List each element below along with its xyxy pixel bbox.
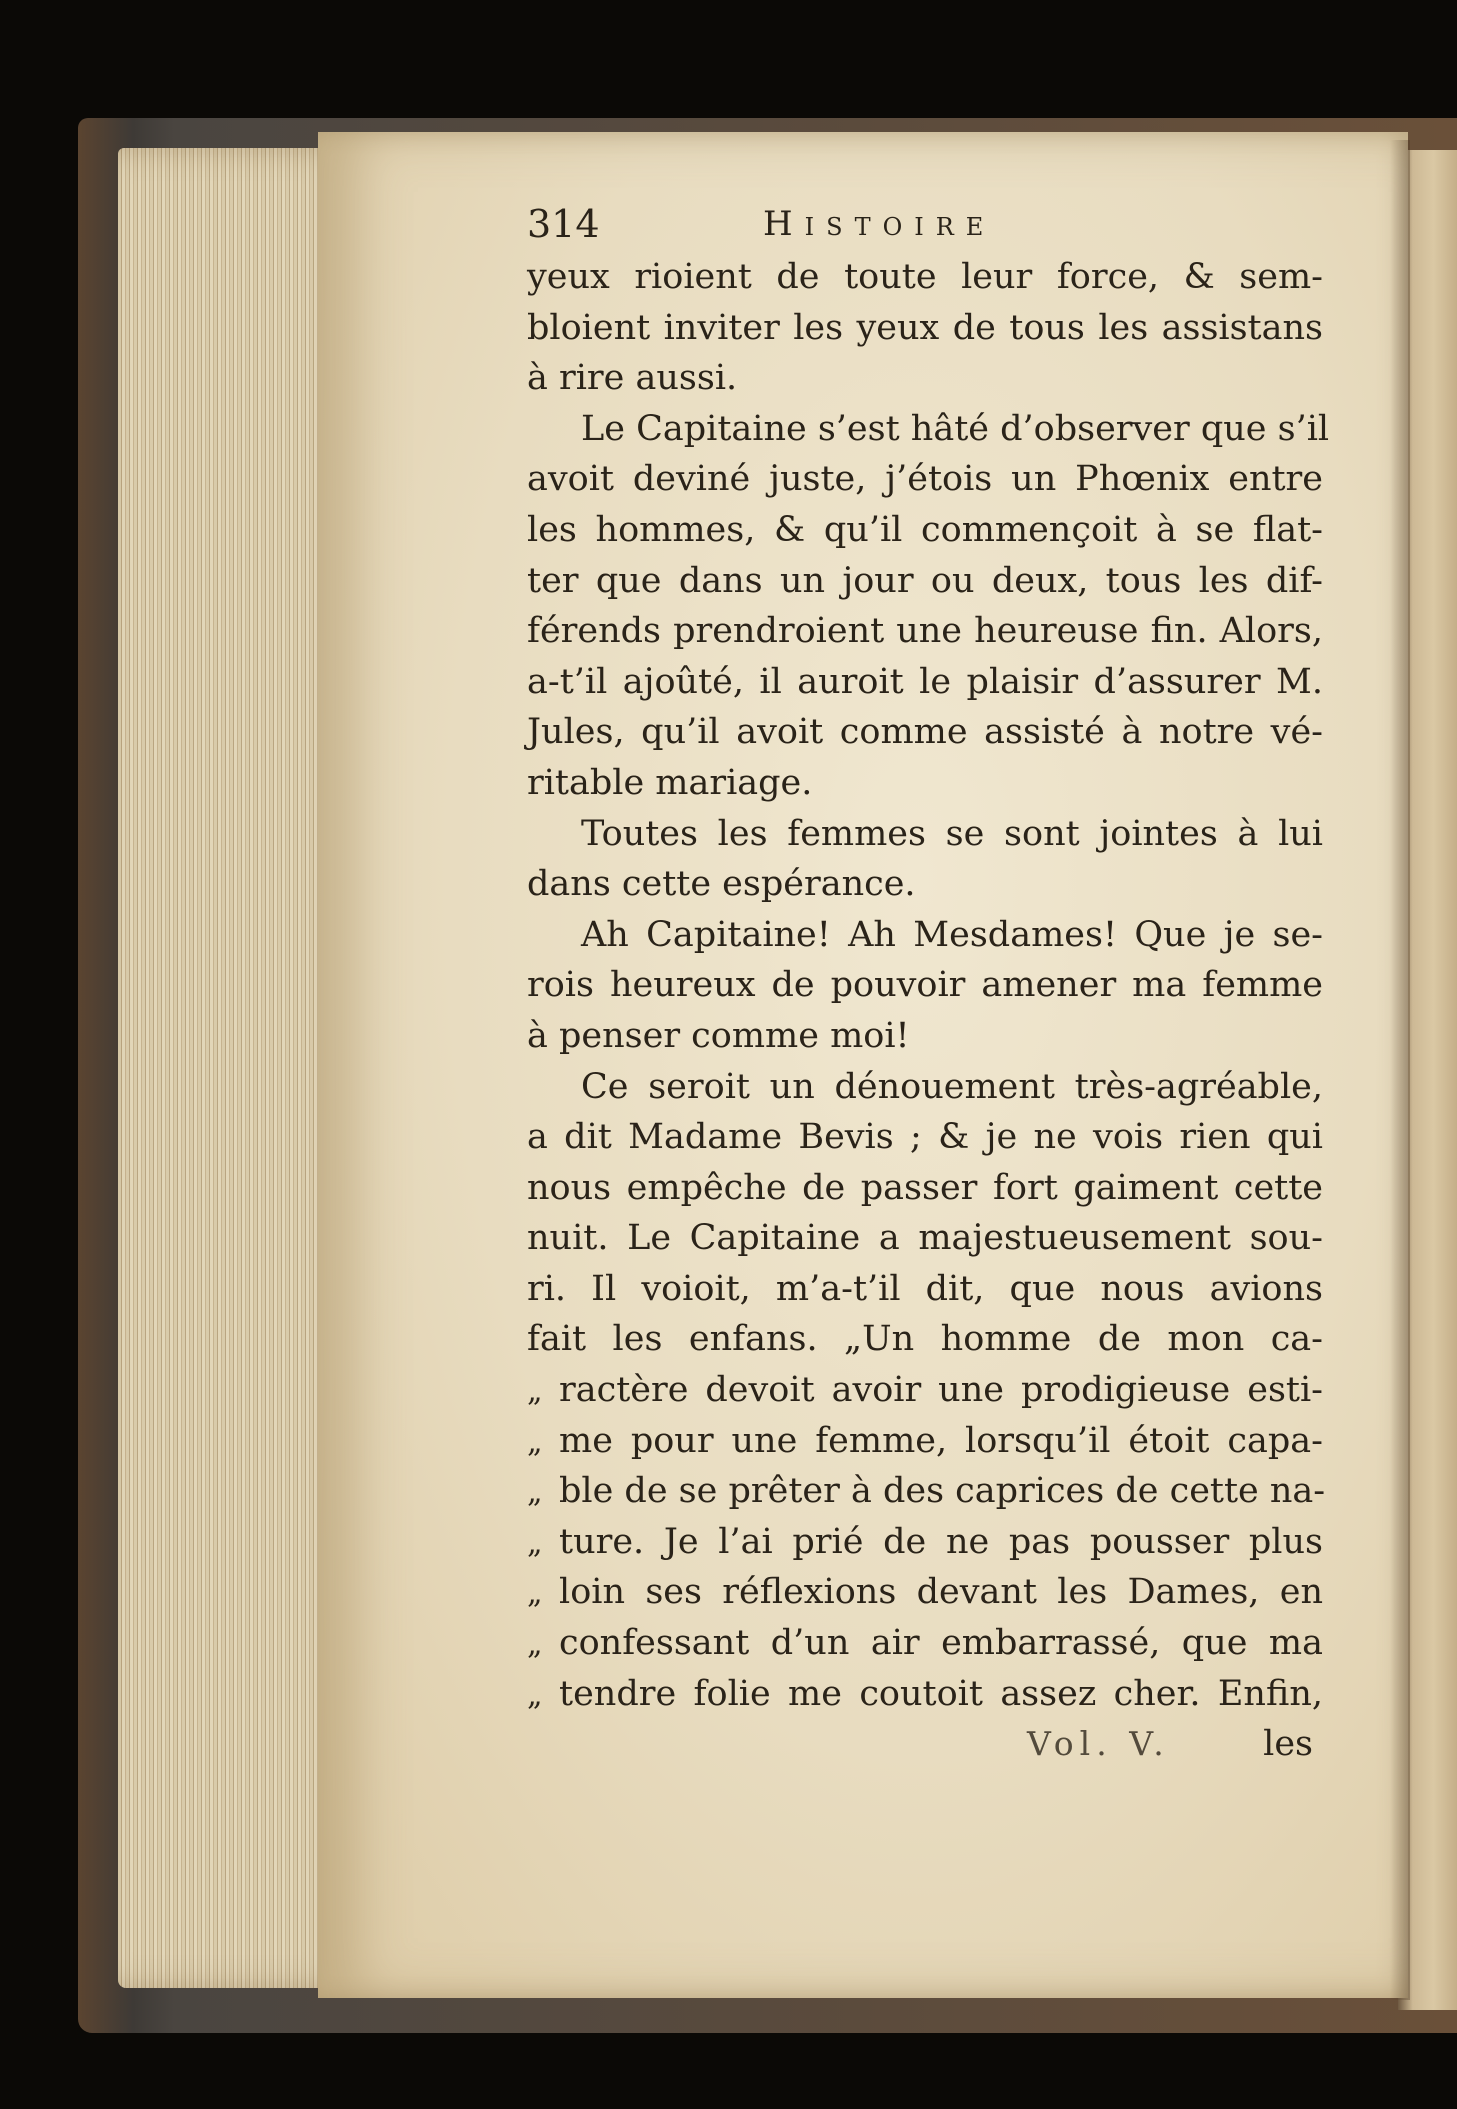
text-block xyxy=(527,196,1330,1770)
quote-mark: „ xyxy=(527,1424,543,1460)
page-footer xyxy=(527,1719,1323,1770)
text-line: fait les enfans. „Un homme de mon ca- xyxy=(527,1319,1323,1360)
quoted-line xyxy=(527,1567,1323,1618)
page-number: 314 xyxy=(527,202,600,246)
page-header xyxy=(527,196,1323,252)
text-line: Toutes les femmes se sont jointes à lui xyxy=(581,813,1323,854)
quoted-line xyxy=(527,1365,1323,1416)
running-title: Histoire xyxy=(763,204,996,244)
quoted-line-text: loin ses réflexions devant les Dames, en xyxy=(559,1572,1323,1613)
text-line: férends prendroient une heureuse fin. Alors, xyxy=(527,611,1323,652)
text-line: rois heureux de pouvoir amener ma femme xyxy=(527,965,1323,1006)
text-line: Jules, qu’il avoit comme assisté à notre vé- xyxy=(527,712,1323,753)
quoted-line-text: confessant d’un air embarrassé, que ma xyxy=(559,1623,1323,1664)
quoted-line-text: ture. Je l’ai prié de ne pas pousser plus xyxy=(559,1521,1323,1562)
text-line: à penser comme moi! xyxy=(527,1015,910,1056)
signature-mark: Vol. V. xyxy=(1027,1724,1170,1764)
quote-mark: „ xyxy=(527,1627,543,1663)
text-line: bloient inviter les yeux de tous les assistans xyxy=(527,307,1323,348)
text-line: Le Capitaine s’est hâté d’observer que s’il xyxy=(581,408,1330,449)
text-line: nous empêche de passer fort gaiment cette xyxy=(527,1167,1323,1208)
quote-mark: „ xyxy=(527,1475,543,1511)
text-line: ritable mariage. xyxy=(527,762,813,803)
quote-mark: „ xyxy=(527,1677,543,1713)
quoted-line-text: ble de se prêter à des caprices de cette na- xyxy=(559,1471,1326,1512)
quote-mark: „ xyxy=(527,1525,543,1561)
text-line: Ce seroit un dénouement très-agréable, xyxy=(581,1066,1323,1107)
quote-mark: „ xyxy=(527,1374,543,1410)
text-line: les hommes, & qu’il commençoit à se flat- xyxy=(527,509,1323,550)
quoted-line xyxy=(527,1416,1323,1467)
catchword: les xyxy=(1263,1724,1313,1765)
text-line: a dit Madame Bevis ; & je ne vois rien qui xyxy=(527,1117,1323,1158)
quoted-line xyxy=(527,1669,1323,1720)
text-line: dans cette espérance. xyxy=(527,864,916,905)
text-line: a-t’il ajoûté, il auroit le plaisir d’assurer M. xyxy=(527,661,1323,702)
text-line: ri. Il voioit, m’a-t’il dit, que nous avions xyxy=(527,1268,1323,1309)
quote-mark: „ xyxy=(527,1576,543,1612)
text-line: yeux rioient de toute leur force, & sem- xyxy=(527,257,1323,297)
quoted-line xyxy=(527,1618,1323,1669)
text-line: Ah Capitaine! Ah Mesdames! Que je se- xyxy=(581,914,1323,955)
quoted-line-text: tendre folie me coutoit assez cher. Enfin, xyxy=(559,1673,1323,1714)
text-line: ter que dans un jour ou deux, tous les dif- xyxy=(527,560,1323,601)
quoted-line xyxy=(527,1466,1326,1517)
text-line: nuit. Le Capitaine a majestueusement sou- xyxy=(527,1218,1323,1259)
quoted-line-text: me pour une femme, lorsqu’il étoit capa- xyxy=(559,1420,1323,1461)
quoted-line-text: ractère devoit avoir une prodigieuse esti- xyxy=(559,1370,1323,1411)
quoted-line xyxy=(527,1517,1323,1568)
text-line: avoit deviné juste, j’étois un Phœnix entre xyxy=(527,459,1323,500)
gutter-shadow xyxy=(1390,140,1410,2000)
text-line: à rire aussi. xyxy=(527,358,738,399)
